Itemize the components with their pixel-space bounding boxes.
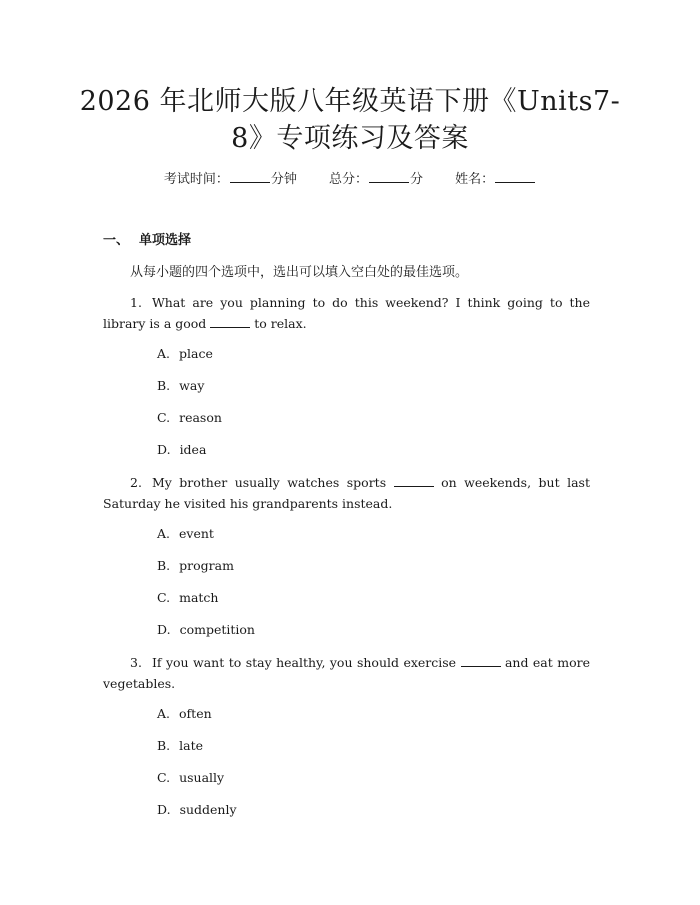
option-3b — [157, 738, 203, 753]
section-title: 单项选择 — [139, 233, 192, 248]
exam-time-label: 考试时间： — [163, 172, 229, 187]
option-text: way — [179, 378, 205, 393]
total-score — [329, 172, 423, 187]
section-instruction: 从每小题的四个选项中，选出可以填入空白处的最佳选项。 — [130, 265, 469, 280]
answer-blank — [461, 654, 501, 667]
option-letter: B. — [157, 378, 171, 393]
option-letter: D. — [157, 802, 171, 817]
option-2b — [157, 558, 234, 573]
question-text-before: My brother usually watches sports — [151, 475, 394, 490]
question-2 — [103, 472, 590, 514]
option-1b — [157, 378, 204, 393]
answer-blank — [394, 474, 434, 487]
option-3a — [157, 706, 212, 721]
option-text: often — [179, 706, 212, 721]
question-number: 3. — [130, 655, 142, 670]
question-number: 2. — [130, 475, 142, 490]
option-3c — [157, 770, 224, 785]
option-1d — [157, 442, 206, 457]
question-1 — [103, 292, 590, 334]
option-letter: A. — [157, 346, 171, 361]
student-name-blank — [495, 170, 535, 183]
option-letter: B. — [157, 558, 171, 573]
option-text: late — [179, 738, 204, 753]
question-text-before: If you want to stay healthy, you should exercise — [151, 655, 461, 670]
section-heading — [103, 229, 191, 248]
option-text: event — [179, 526, 214, 541]
total-score-label: 总分： — [328, 172, 368, 187]
total-score-unit: 分 — [410, 172, 424, 187]
option-letter: B. — [157, 738, 171, 753]
option-1c — [157, 410, 222, 425]
student-name-label: 姓名： — [455, 172, 495, 187]
option-letter: C. — [157, 590, 171, 605]
option-2c — [157, 590, 218, 605]
exam-time-blank — [230, 170, 270, 183]
option-text: idea — [179, 442, 207, 457]
exam-info — [0, 168, 700, 187]
question-text-before: What are you planning to do this weekend? I think going to the library is a good — [103, 295, 590, 331]
question-text-after: on weekends, but last Saturday he visited his grandparents instead. — [103, 475, 590, 511]
option-2d — [157, 622, 255, 637]
question-3 — [103, 652, 590, 694]
option-text: program — [179, 558, 234, 573]
option-1a — [157, 346, 213, 361]
option-text: place — [179, 346, 213, 361]
option-text: competition — [179, 622, 255, 637]
section-number: 一、 — [103, 233, 130, 248]
exam-time-unit: 分钟 — [270, 172, 297, 187]
option-text: suddenly — [179, 802, 237, 817]
option-letter: D. — [157, 442, 171, 457]
document-title-line-1: 2026 年北师大版八年级英语下册《Units7- — [79, 86, 621, 117]
option-letter: A. — [157, 706, 171, 721]
option-2a — [157, 526, 214, 541]
option-text: usually — [179, 770, 225, 785]
student-name — [455, 172, 536, 187]
question-text-after: to relax. — [250, 316, 307, 331]
exam-time — [164, 172, 297, 187]
option-letter: C. — [157, 770, 171, 785]
option-letter: A. — [157, 526, 171, 541]
question-number: 1. — [130, 295, 142, 310]
option-letter: C. — [157, 410, 171, 425]
option-text: match — [179, 590, 219, 605]
question-text-after: and eat more vegetables. — [103, 655, 590, 691]
option-text: reason — [179, 410, 222, 425]
total-score-blank — [369, 170, 409, 183]
document-title-line-2: 8》专项练习及答案 — [231, 123, 469, 154]
answer-blank — [210, 315, 250, 328]
option-letter: D. — [157, 622, 171, 637]
option-3d — [157, 802, 237, 817]
